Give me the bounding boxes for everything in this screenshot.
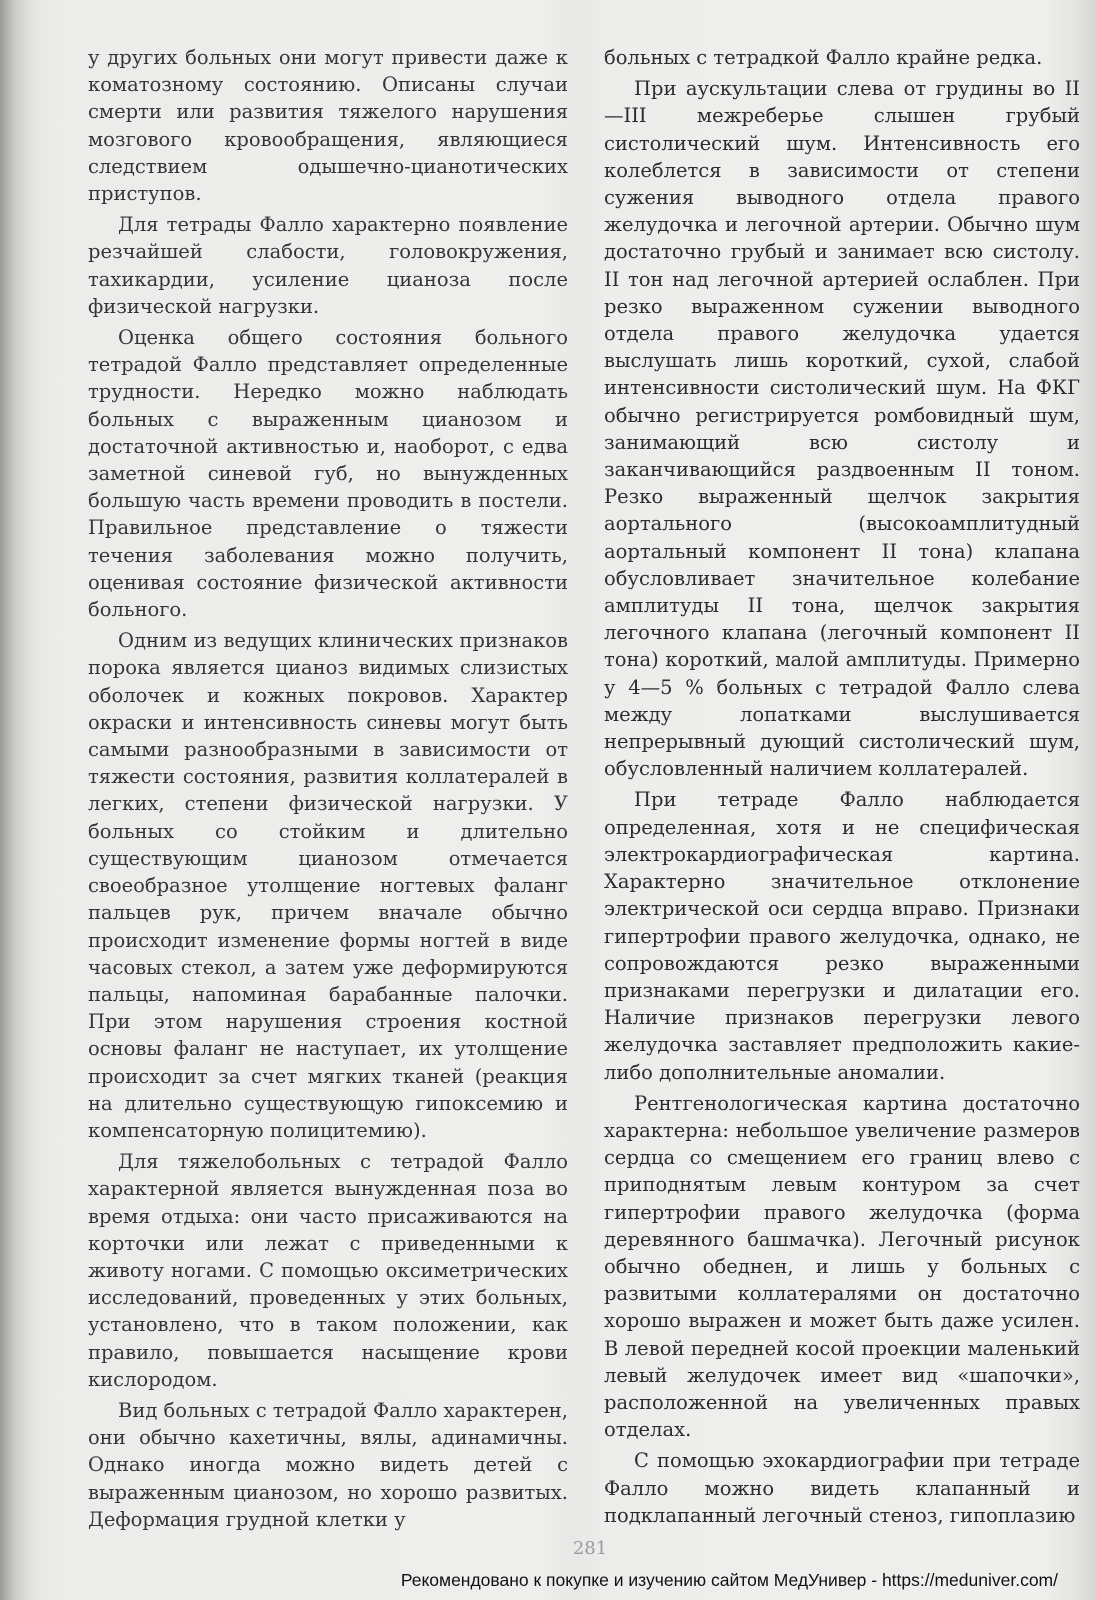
paragraph: Рентгенологическая картина достаточно характерна: небольшое увеличение размеров сердца со смещением его границ влево с приподнятым левым контуром за счет гипертрофии правого желудочка (форма деревянного башмачка). Легочный рисунок обычно обеднен, и лишь у больных с развитыми коллатералями он достаточно хорошо выражен и может быть даже усилен. В левой передней косой проекции маленький левый желудочек имеет вид «шапочки», расположенной на увеличенных правых отделах.	[604, 1091, 1080, 1442]
left-column	[88, 44, 568, 1533]
page-number: 281	[572, 1538, 608, 1559]
paragraph: Одним из ведущих клинических признаков порока является цианоз видимых слизистых оболочек и кожных покровов. Характер окраски и интенсивность синевы могут быть самыми разнообразными в зависимости от тяжести состояния, развития коллатералей в легких, степени физической нагрузки. У больных со стойким и длительно существующим цианозом отмечается своеобразное утолщение ногтевых фаланг пальцев рук, причем вначале обычно происходит изменение формы ногтей в виде часовых стекол, а затем уже деформируются пальцы, напоминая барабанные палочки. При этом нарушения строения костной основы фаланг не наступает, их утолщение происходит за счет мягких тканей (реакция на длительно существующую гипоксемию и компенсаторную полицитемию).	[88, 629, 568, 1142]
paragraph: С помощью эхокардиографии при тетраде Фалло можно видеть клапанный и подклапанный легочный стеноз, гипоплазию	[604, 1449, 1080, 1527]
paragraph: При аускультации слева от грудины во II—III межреберье слышен грубый систолический шум. Интенсивность его колеблется в зависимости от степени сужения выводного отдела правого желудочка и легочной артерии. Обычно шум достаточно грубый и занимает всю систолу. II тон над легочной артерией ослаблен. При резко выраженном сужении выводного отдела правого желудочка удается выслушать лишь короткий, сухой, слабой интенсивности систолический шум. На ФКГ обычно регистрируется ромбовидный шум, занимающий всю систолу и заканчивающийся раздвоенным II тоном. Резко выраженный щелчок закрытия аортального (высокоамплитудный аортальный компонент II тона) клапана обусловливает значительное колебание амплитуды II тона, щелчок закрытия легочного клапана (легочный компонент II тона) короткий, малой амплитуды. Примерно у 4—5 % больных с тетрадой Фалло слева между лопатками выслушивается непрерывный дующий систолический шум, обусловленный наличием коллатералей.	[604, 77, 1080, 781]
paragraph: Вид больных с тетрадой Фалло характерен, они обычно кахетичны, вялы, адинамичны. Однако иногда можно видеть детей с выраженным цианозом, но хорошо развитых. Деформация грудной клетки у	[88, 1398, 569, 1531]
paragraph: у других больных они могут привести даже к коматозному состоянию. Описаны случаи смерти или развития тяжелого нарушения мозгового кровообращения, являющиеся следствием одышечно-цианотических приступов.	[88, 46, 568, 206]
paragraph: Для тяжелобольных с тетрадой Фалло характерной является вынужденная поза во время отдыха: они часто присаживаются на корточки или лежат с приведенными к животу ногами. С помощью оксиметрических исследований, проведенных у этих больных, установлено, что в таком положении, как правило, повышается насыщение крови кислородом.	[88, 1150, 568, 1391]
paragraph: Для тетрады Фалло характерно появление резчайшей слабости, головокружения, тахикардии, усиление цианоза после физической нагрузки.	[88, 213, 568, 318]
right-column	[604, 44, 1080, 1529]
footer-recommendation: Рекомендовано к покупке и изучению сайтом МедУнивер - https://meduniver.com/	[400, 1570, 1058, 1590]
paragraph: больных с тетрадкой Фалло крайне редка.	[604, 46, 1043, 69]
paragraph: Оценка общего состояния больного тетрадой Фалло представляет определенные трудности. Нередко можно наблюдать больных с выраженным цианозом и достаточной активностью и, наоборот, с едва заметной синевой губ, но вынужденных большую часть времени проводить в постели. Правильное представление о тяжести течения заболевания можно получить, оценивая состояние физической активности больного.	[88, 326, 568, 622]
paragraph: При тетраде Фалло наблюдается определенная, хотя и не специфическая электрокардиографическая картина. Характерно значительное отклонение электрической оси сердца вправо. Признаки гипертрофии правого желудочка, однако, не сопровождаются резко выраженными признаками перегрузки и дилатации его. Наличие признаков перегрузки левого желудочка заставляет предположить какие-либо дополнительные аномалии.	[604, 788, 1080, 1084]
